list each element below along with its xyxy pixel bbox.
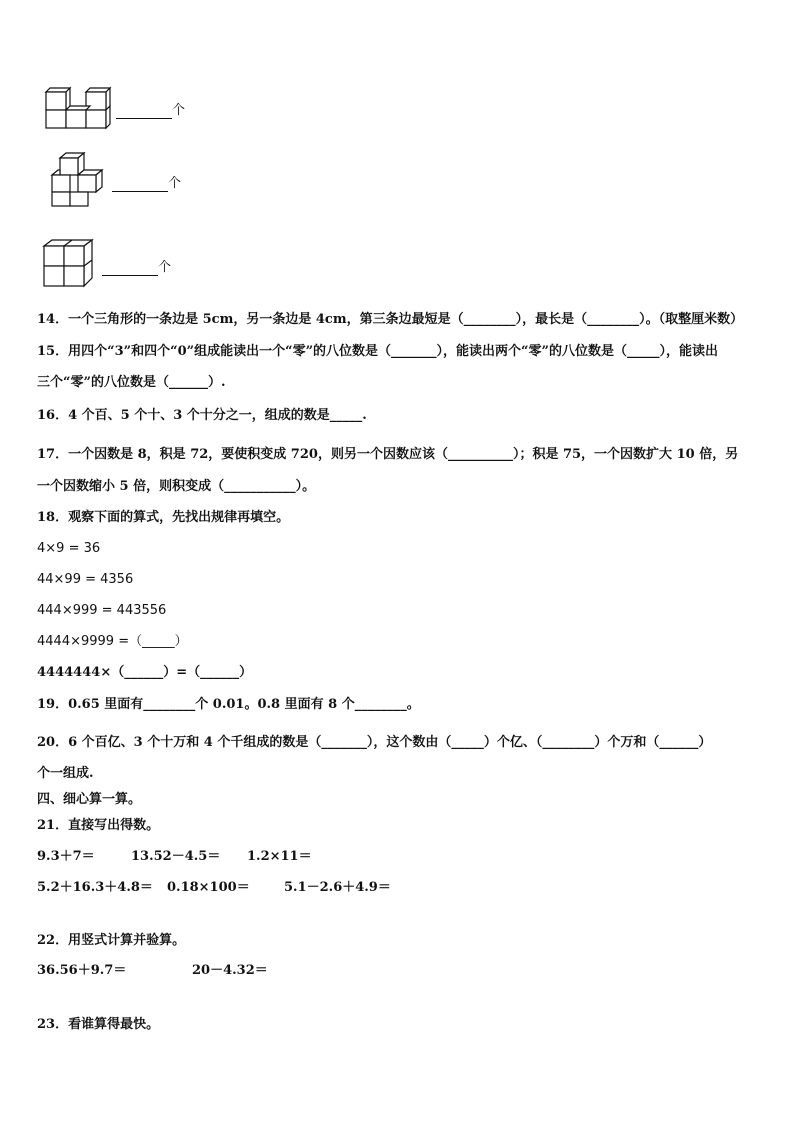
question-20-line-2: 个一组成.: [37, 766, 94, 781]
question-18: 18．观察下面的算式，先找出规律再填空。: [37, 510, 290, 525]
question-21: 21．直接写出得数。: [37, 818, 160, 833]
question-15-line-1: 15．用四个“3”和四个“0”组成能读出一个“零”的八位数是（_______），能读出两个“零”的八位数是（_____），能读出: [37, 344, 719, 359]
answer-blank[interactable]: [112, 176, 168, 192]
question-23: 23．看谁算得最快。: [37, 1017, 160, 1032]
unit-label: 个: [172, 103, 186, 118]
question-19: 19．0.65 里面有________个 0.01。0.8 里面有 8 个________。: [37, 697, 420, 712]
equation-4: 4444×9999 =（_____）: [37, 634, 188, 649]
unit-label: 个: [158, 260, 172, 275]
figure-1-answer: [116, 99, 185, 119]
figure-2-answer: [112, 172, 181, 192]
calc-21d: 5.2＋16.3＋4.8＝: [37, 880, 153, 895]
question-20-line-1: 20．6 个百亿、3 个十万和 4 个千组成的数是（_______），这个数由（_____）个亿、（________）个万和（______）: [37, 735, 712, 750]
question-22: 22．用竖式计算并验算。: [37, 933, 186, 948]
question-17-line-2: 一个因数缩小 5 倍，则积变成（___________）。: [37, 479, 316, 494]
calc-22b: 20－4.32＝: [192, 963, 268, 978]
question-14: 14．一个三角形的一条边是 5cm，另一条边是 4cm，第三条边最短是（________），最长是（________）。（取整厘米数）: [37, 312, 744, 327]
calc-21b: 13.52－4.5＝: [131, 849, 221, 864]
equation-1: 4×9 = 36: [37, 541, 101, 556]
equation-3: 444×999 = 443556: [37, 603, 167, 618]
question-17-line-1: 17．一个因数是 8，积是 72，要使积变成 720，则另一个因数应该（__________）；积是 75，一个因数扩大 10 倍，另: [37, 447, 739, 462]
cube-figure-3: [42, 236, 100, 290]
section-heading: 四、细心算一算。: [37, 792, 142, 807]
equation-2: 44×99 = 4356: [37, 572, 134, 587]
unit-label: 个: [168, 176, 182, 191]
equation-5: 4444444×（______）=（______）: [37, 665, 253, 680]
calc-21a: 9.3＋7＝: [37, 849, 95, 864]
calc-21c: 1.2×11＝: [247, 849, 312, 864]
question-16: 16．4 个百、5 个十、3 个十分之一，组成的数是_____.: [37, 408, 367, 423]
cube-figure-2: [44, 150, 108, 208]
question-15-line-2: 三个“零”的八位数是（______）.: [37, 375, 226, 390]
answer-blank[interactable]: [102, 260, 158, 276]
calc-21f: 5.1－2.6＋4.9＝: [284, 880, 391, 895]
calc-21e: 0.18×100＝: [167, 880, 250, 895]
figure-3-answer: [102, 256, 171, 276]
cube-figure-1: [42, 84, 112, 132]
calc-22a: 36.56＋9.7＝: [37, 963, 127, 978]
answer-blank[interactable]: [116, 103, 172, 119]
